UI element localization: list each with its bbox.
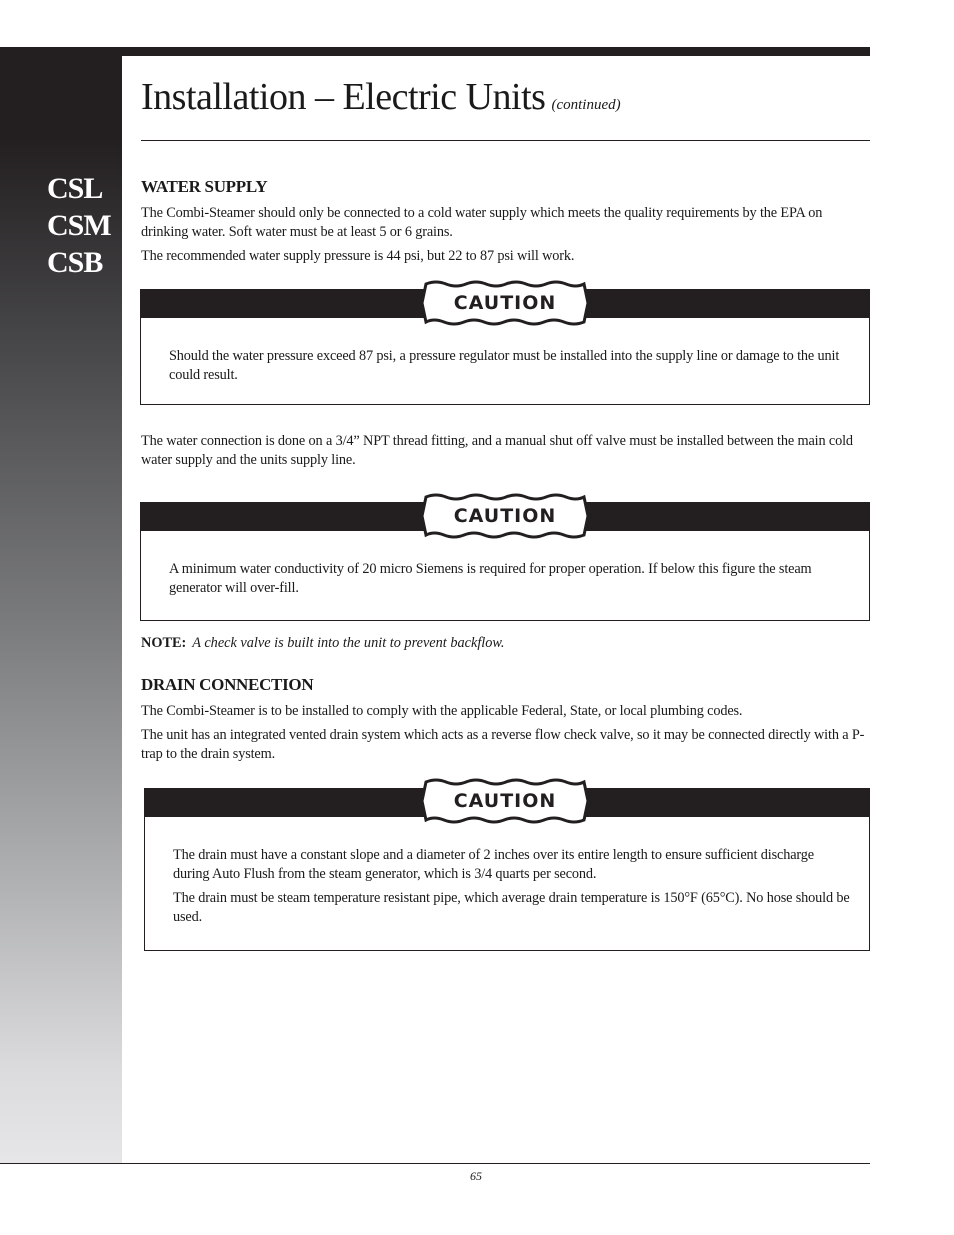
water-supply-heading: WATER SUPPLY xyxy=(141,177,268,196)
caution-label: CAUTION xyxy=(453,505,557,527)
water-supply-paragraph-2: The recommended water supply pressure is 44 psi, but 22 to 87 psi will work. xyxy=(141,248,575,264)
drain-heading: DRAIN CONNECTION xyxy=(141,675,314,694)
model-list xyxy=(47,170,111,281)
title-continued: (continued) xyxy=(551,97,621,113)
water-supply-paragraph-1: The Combi-Steamer should only be connected to a cold water supply which meets the quality requirements by the EPA on drinking water. Soft water must be at least 5 or 6 grains. xyxy=(141,205,823,240)
top-bar xyxy=(0,47,870,56)
page-number: 65 xyxy=(470,1169,482,1183)
caution-label: CAUTION xyxy=(453,292,557,314)
water-connection-text: The water connection is done on a 3/4” NPT thread fitting, and a manual shut off valve must be installed between the main cold water supply and the units supply line. xyxy=(141,433,853,468)
caution-badge-1 xyxy=(420,280,590,326)
model-csb: CSB xyxy=(47,246,103,279)
drain-paragraph-1: The Combi-Steamer is to be installed to comply with the applicable Federal, State, or local plumbing codes. xyxy=(141,703,743,719)
caution-2-paragraph: A minimum water conductivity of 20 micro Siemens is required for proper operation. If below this figure the steam generator will over-fill. xyxy=(169,561,812,596)
caution-3-paragraph-1: The drain must have a constant slope and a diameter of 2 inches over its entire length to ensure sufficient discharge during Auto Flush from the steam generator, which is 3/4 quarts per second. xyxy=(173,847,814,882)
note xyxy=(141,635,504,652)
caution-1-paragraph: Should the water pressure exceed 87 psi, a pressure regulator must be installed into the supply line or damage to the unit could result. xyxy=(169,348,840,383)
model-csm: CSM xyxy=(47,209,111,242)
footer-rule xyxy=(0,1163,870,1164)
caution-3-text xyxy=(173,846,853,932)
caution-badge-3 xyxy=(420,778,590,824)
model-csl: CSL xyxy=(47,172,103,205)
caution-2-text xyxy=(169,560,849,603)
caution-badge-2 xyxy=(420,493,590,539)
page-title xyxy=(141,75,621,119)
note-label: NOTE: xyxy=(141,635,187,651)
title-text: Installation – Electric Units xyxy=(141,76,546,118)
caution-1-text xyxy=(169,347,849,390)
caution-3-paragraph-2: The drain must be steam temperature resistant pipe, which average drain temperature is 150°F (65°C). No hose should be used. xyxy=(173,890,850,925)
title-rule xyxy=(141,140,870,141)
note-text: A check valve is built into the unit to prevent backflow. xyxy=(192,635,505,651)
caution-label: CAUTION xyxy=(453,790,557,812)
drain-paragraph-2: The unit has an integrated vented drain system which acts as a reverse flow check valve, so it may be connected directly with a P-trap to the drain system. xyxy=(141,727,865,762)
